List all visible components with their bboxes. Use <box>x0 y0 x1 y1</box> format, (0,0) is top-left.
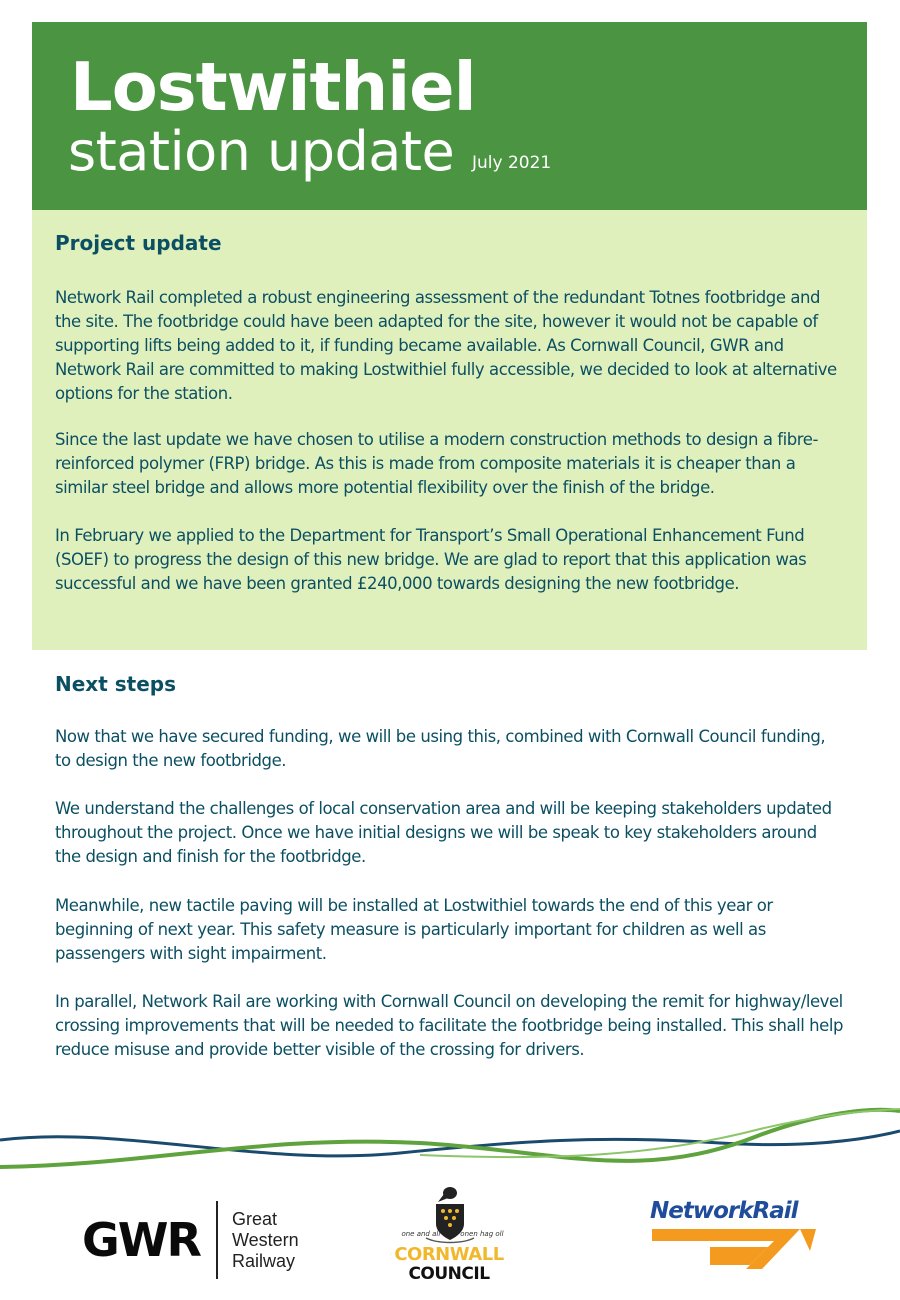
paragraph: Now that we have secured funding, we will be using this, combined with Cornwall Council funding, to design the new footbridge. <box>55 727 826 770</box>
header-banner <box>32 22 867 210</box>
gwr-word: Great <box>232 1209 278 1229</box>
network-rail-arrows-icon <box>650 1225 825 1275</box>
section-heading-next-steps: Next steps <box>55 672 176 696</box>
logo-divider <box>216 1201 218 1279</box>
network-rail-logo <box>650 1200 825 1275</box>
page-subtitle: station update <box>68 120 455 183</box>
section-heading-project-update: Project update <box>55 231 222 255</box>
network-rail-wordmark: NetworkRail <box>650 1198 798 1224</box>
green-wave <box>0 1110 900 1167</box>
paragraph: We understand the challenges of local conservation area and will be keeping stakeholders updated throughout the project. Once we have initial designs we will be speak to key stakeholders around the design and finish for the footbridge. <box>55 799 832 866</box>
gwr-word: Western <box>232 1230 299 1250</box>
council-wordmark: COUNCIL <box>408 1264 490 1284</box>
cornwall-council-logo <box>390 1180 515 1290</box>
gwr-word: Railway <box>232 1251 296 1271</box>
gwr-logo <box>82 1195 322 1285</box>
paragraph: Network Rail completed a robust engineering assessment of the redundant Totnes footbridge and the site. The footbridge could have been adapted for the site, however it would not be capable of supporting lifts being added to it, if funding became available. As Cornwall Council, GWR and Network Rail are committed to making Lostwithiel fully accessible, we decided to look at alternative options for the station. <box>55 288 837 403</box>
project-update-section <box>32 210 867 650</box>
gwr-mark: GWR <box>82 1213 200 1267</box>
issue-date: July 2021 <box>472 153 552 173</box>
gwr-wordmark <box>232 1209 299 1272</box>
paragraph: In parallel, Network Rail are working with Cornwall Council on developing the remit for highway/level crossing improvements that will be needed to facilitate the footbridge being installed. This shall help reduce misuse and provide better visible of the crossing for drivers. <box>55 992 844 1059</box>
paragraph: Since the last update we have chosen to utilise a modern construction methods to design a fibre-reinforced polymer (FRP) bridge. As this is made from composite materials it is cheaper than a similar steel bridge and allows more potential flexibility over the finish of the bridge. <box>55 430 818 497</box>
page-title: Lostwithiel <box>70 48 476 126</box>
crest-motto: one and all onen hag oll <box>401 1230 504 1238</box>
paragraph: In February we applied to the Department for Transport’s Small Operational Enhancement Fund (SOEF) to progress the design of this new bridge. We are glad to report that this application was successful and we have been granted £240,000 towards designing the new footbridge. <box>55 526 807 593</box>
paragraph: Meanwhile, new tactile paving will be installed at Lostwithiel towards the end of this year or beginning of next year. This safety measure is particularly important for children as well as passengers with sight impairment. <box>55 896 773 963</box>
decorative-waves <box>0 1095 900 1185</box>
cornwall-wordmark: CORNWALL <box>394 1244 504 1265</box>
